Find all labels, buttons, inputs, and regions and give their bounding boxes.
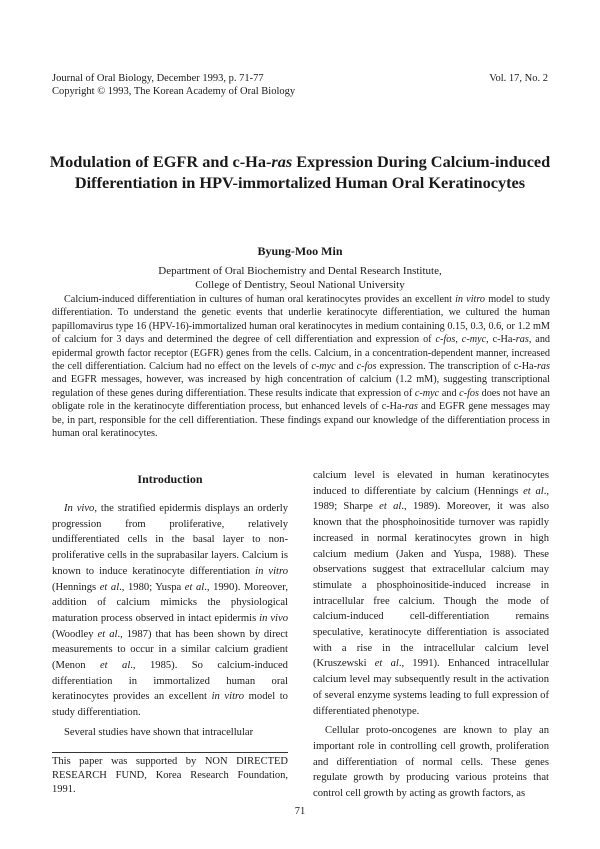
paragraph — [52, 725, 288, 741]
italic: c-myc — [461, 334, 487, 346]
italic: ras — [404, 401, 418, 413]
text: (Woodley — [52, 628, 98, 640]
text: model to study differentiation. — [52, 691, 288, 719]
paragraph — [313, 723, 549, 802]
italic: c-myc — [414, 387, 440, 399]
text: and — [335, 361, 357, 373]
text: , the stratified epidermis displays an orderly progression from proliferative, relatively undifferentiated cells in the basal layer to non-proliferative cells in the suprabasilar layers. Calcium is known to induce keratinocyte differentiation — [52, 503, 288, 577]
text: expression. The transcription of c-Ha- — [376, 361, 537, 373]
text: ., 1987) that has been shown by direct measurements to occur in a similar calcium gradient (Menon — [52, 628, 288, 672]
running-header — [52, 72, 295, 98]
text: (Hennings — [52, 581, 100, 593]
italic: et al — [184, 581, 205, 593]
italic: et al — [97, 628, 118, 640]
italic: c-fos — [459, 387, 479, 399]
italic: in vitro — [455, 294, 486, 305]
italic: ras — [536, 361, 550, 373]
affiliation-line: Department of Oral Biochemistry and Dental Research Institute, — [158, 265, 442, 277]
italic: in vitro — [211, 691, 245, 703]
footnote: This paper was supported by NON DIRECTED RESEARCH FUND, Korea Research Foundation, 1991. — [52, 752, 288, 797]
journal-citation: Journal of Oral Biology, December 1993, p. 71-77 — [52, 73, 264, 84]
title-part: Modulation of EGFR and c-Ha- — [49, 152, 272, 171]
text: and — [439, 387, 460, 399]
text: , c-Ha- — [486, 334, 516, 346]
text: , — [455, 334, 462, 346]
text: does not have an obligate role in the keratinocyte differentiation process, but enhanced levels of c-Ha- — [52, 387, 550, 413]
italic: et al — [374, 658, 399, 670]
italic: c-myc — [311, 361, 336, 373]
text: and EGFR gene messages may be, in part, responsible for the cell differentiation. These findings expand our knowledge of the differentiation process in human oral keratinocytes. — [52, 401, 550, 440]
text: ., 1990). Moreover, addition of calcium mimicks the physiological maturation process observed in intact epidermis — [52, 581, 288, 624]
text: , and epidermal growth factor receptor (EGFR) genes from the cells. Calcium, in a concentration-dependent manner, increased the cell differentiation. Calcium had no effect on the levels of — [52, 334, 551, 373]
author-name: Byung-Moo Min — [257, 244, 343, 258]
italic: et al — [379, 501, 402, 513]
text: ., 1985). So calcium-induced differentiation in immortalized human oral keratinocytes provides an excellent — [52, 660, 288, 703]
text: Several studies have shown that intracellular — [64, 726, 254, 738]
text: Calcium-induced differentiation in cultures of human oral keratinocytes provides an excellent — [64, 294, 456, 305]
italic: c-fos — [356, 361, 377, 373]
title-italic: ras — [271, 152, 293, 171]
article-title — [40, 151, 560, 193]
text: model to study differentiation. To understand the genetic events that underlie keratinocyte differentiation, we cultured the human papillomavirus type 16 (HPV-16)-immortalized human oral keratinocytes in medium containing 0.15, 0.3, 0.6, or 1.2 mM of calcium for 3 days and determined the degree of cell differentiation and expression of — [52, 294, 550, 346]
italic: ras — [515, 334, 529, 346]
copyright-line: Copyright © 1993, The Korean Academy of Oral Biology — [52, 86, 296, 97]
paragraph — [52, 501, 288, 721]
italic: in vivo — [259, 612, 288, 624]
title-part: Expression During Calcium-induced Differentiation in HPV-immortalized Human Oral Keratinocytes — [74, 152, 551, 192]
left-column — [52, 501, 288, 741]
text: ., 1991). Enhanced intracellular calcium level may subsequently result in the activation of several enzyme systems leading to full expression of differentiated phenotype. — [313, 658, 549, 717]
text: ., 1980; Yuspa — [119, 581, 185, 593]
right-column — [313, 468, 549, 802]
italic: et al — [99, 660, 131, 672]
text: calcium level is elevated in human keratinocytes induced to differentiate by calcium (Hennings — [313, 470, 549, 497]
italic: et al — [523, 485, 544, 497]
italic: c-fos — [435, 334, 456, 346]
text: ., 1989; Sharpe — [313, 485, 549, 513]
text: and EGFR messages, however, was increased by high concentration of calcium (1.2 mM), suggesting transcriptional regulation of these genes during differentiation. These results indicate that expression of — [52, 374, 550, 399]
affiliation — [0, 264, 600, 292]
affiliation-line: College of Dentistry, Seoul National University — [195, 279, 405, 291]
italic: in vitro — [255, 565, 288, 577]
text: Cellular proto-oncogenes are known to play an important role in controlling cell growth, proliferation and differentiation of normal cells. These genes regulate growth by producing various proteins that control cell growth by acting as growth factors, as — [313, 725, 549, 800]
abstract — [52, 293, 550, 440]
italic: et al — [99, 581, 120, 593]
volume-issue: Vol. 17, No. 2 — [489, 73, 548, 84]
text: ., 1989). Moreover, it was also known that the phosphoinositide turnover was rapidly increased in normal keratinocytes grown in high calcium medium (Jaken and Yuspa, 1988). These observations suggest that extracellular calcium may stimulate a phosphoinositide-induced increase in intracellular free calcium. Though the mode of calcium-induced cell-differentiation remains speculative, keratinocyte differentiation is associated with a rise in the intracellular calcium level (Kruszewski — [313, 501, 549, 670]
paragraph — [313, 468, 549, 719]
italic: In vivo — [64, 503, 95, 514]
page-number: 71 — [294, 806, 306, 817]
section-heading-introduction: Introduction — [137, 472, 203, 486]
